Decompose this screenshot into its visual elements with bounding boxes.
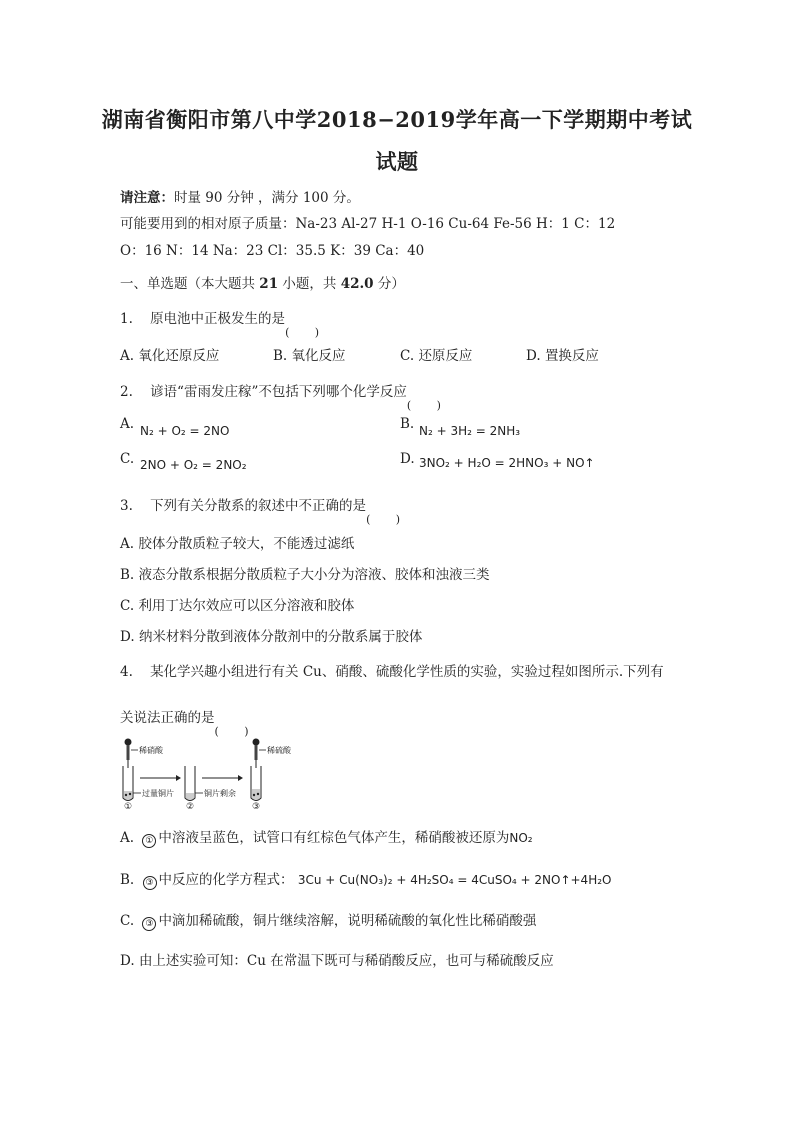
question-2-option-b: B.	[400, 416, 415, 432]
question-text: 谚语“雷雨发庄稼”不包括下列哪个化学反应	[150, 384, 407, 400]
question-2-option-a: A.	[120, 416, 135, 432]
label-dilute-sulfuric-acid: 稀硫酸	[267, 746, 291, 755]
question-number: 4.	[120, 664, 133, 680]
notice-label: 请注意：	[120, 190, 174, 206]
page-title: 湖南省衡阳市第八中学2018−2019学年高一下学期期中考试	[101, 107, 693, 132]
question-number: 3.	[120, 498, 133, 514]
label-excess-copper: 过量铜片	[142, 789, 174, 798]
question-text: 关说法正确的是	[120, 710, 215, 726]
question-2-option-a-formula: N₂ + O₂ = 2NO	[140, 424, 230, 438]
question-3-stem	[120, 494, 400, 514]
section-suffix: 分）	[373, 276, 405, 292]
formula: 3Cu + Cu(NO₃)₂ + 4H₂SO₄ = 4CuSO₄ + 2NO↑+4H₂O	[297, 873, 612, 887]
formula: NO₂	[509, 831, 533, 845]
question-2-option-c-formula: 2NO + O₂ = 2NO₂	[140, 458, 247, 472]
test-tube-2	[185, 766, 195, 801]
question-number: 1.	[120, 311, 133, 327]
section-prefix: 一、单选题（本大题共	[120, 276, 260, 292]
question-4-option-b: B. ③ 中反应的化学方程式： 3Cu + Cu(NO₃)₂ + 4H₂SO₄ = 4CuSO₄ + 2NO↑+4H₂O	[120, 872, 612, 888]
circled-number: ③	[143, 876, 157, 890]
label-dilute-nitric-acid: 稀硝酸	[139, 746, 163, 755]
atomic-masses-line-1: 可能要用到的相对原子质量：Na-23 Al-27 H-1 O-16 Cu-64 Fe-56 H：1 C：12	[120, 216, 616, 232]
section-count: 21	[259, 276, 279, 292]
question-4-stem	[120, 660, 664, 680]
label-copper-remaining: 铜片剩余	[204, 789, 236, 798]
atomic-masses-line-2: O：16 N：14 Na：23 Cl：35.5 K：39 Ca：40	[120, 243, 425, 259]
question-3-option-a: A. 胶体分散质粒子较大，不能透过滤纸	[120, 536, 355, 552]
question-2-option-d: D.	[400, 451, 415, 467]
question-text: 原电池中正极发生的是	[150, 311, 286, 327]
test-tube-3	[251, 766, 261, 801]
experiment-diagram	[118, 736, 308, 810]
tube-3-label: ③	[252, 802, 261, 810]
test-tube-1	[123, 766, 133, 801]
section-score: 42.0	[340, 276, 374, 292]
notice-line	[120, 186, 360, 206]
section-heading	[120, 272, 405, 292]
question-3-option-d: D. 纳米材料分散到液体分散剂中的分散系属于胶体	[120, 629, 423, 645]
question-4-option-d: D. 由上述实验可知：Cu 在常温下既可与稀硝酸反应，也可与稀硫酸反应	[120, 953, 554, 969]
dropper-2-icon	[253, 739, 260, 769]
dropper-1-icon	[125, 739, 132, 769]
page-title-continued: 试题	[375, 149, 419, 174]
question-1-option-b: B. 氧化反应	[273, 348, 346, 364]
question-number: 2.	[120, 384, 133, 400]
question-4-option-a: A. ① 中溶液呈蓝色，试管口有红棕色气体产生，稀硝酸被还原为NO₂	[120, 830, 533, 846]
question-4-stem-continued	[120, 706, 249, 726]
question-2-stem	[120, 380, 441, 400]
question-1-option-a: A. 氧化还原反应	[120, 348, 220, 364]
question-4-option-c: C. ③ 中滴加稀硫酸，铜片继续溶解，说明稀硫酸的氧化性比稀硝酸强	[120, 913, 537, 929]
question-text: 下列有关分散系的叙述中不正确的是	[150, 498, 367, 514]
question-1-option-c: C. 还原反应	[400, 348, 473, 364]
circled-number: ①	[142, 834, 156, 848]
question-3-option-c: C. 利用丁达尔效应可以区分溶液和胶体	[120, 598, 355, 614]
question-3-option-b: B. 液态分散系根据分散质粒子大小分为溶液、胶体和浊液三类	[120, 567, 490, 583]
question-2-option-b-formula: N₂ + 3H₂ = 2NH₃	[419, 424, 521, 438]
tube-2-label: ②	[186, 802, 195, 810]
question-text: 某化学兴趣小组进行有关 Cu、硝酸、硫酸化学性质的实验，实验过程如图所示.下列有	[150, 664, 664, 680]
question-2-option-c: C.	[120, 451, 135, 467]
question-1-option-d: D. 置换反应	[526, 348, 599, 364]
question-2-option-d-formula: 3NO₂ + H₂O = 2HNO₃ + NO↑	[419, 456, 595, 470]
tube-1-label: ①	[124, 802, 133, 810]
notice-text: 时量 90 分钟 ，满分 100 分。	[174, 190, 360, 206]
circled-number: ③	[142, 917, 156, 931]
section-middle: 小题，共	[278, 276, 341, 292]
question-1-stem	[120, 307, 319, 327]
